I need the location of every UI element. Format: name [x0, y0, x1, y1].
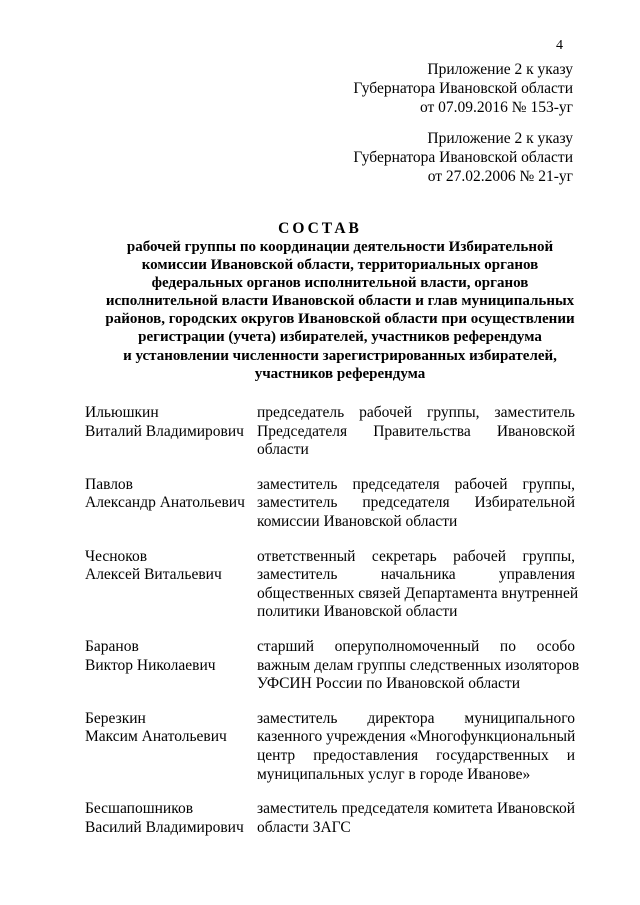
appendix-line: от 27.02.2006 № 21-уг [427, 168, 573, 185]
role-line: старший оперуполномоченный по особо [257, 637, 575, 655]
document-title: СОСТАВ [278, 220, 362, 237]
member-name [85, 548, 257, 622]
member-given-name: Виталий Владимирович [85, 422, 244, 440]
member-surname: Ильюшкин [85, 404, 159, 421]
member-given-name: Алексей Витальевич [85, 566, 222, 584]
subtitle-line: регистрации (учета) избирателей, участников референдума [138, 329, 542, 346]
appendix-line: Губернатора Ивановской области [353, 149, 573, 166]
role-line: общественных связей Департамента внутренней [257, 584, 579, 602]
appendix-line: Приложение 2 к указу [427, 61, 573, 78]
member-list [85, 404, 580, 837]
role-line: муниципальных услуг в городе Иванове» [257, 765, 531, 783]
role-line: Председателя Правительства Ивановской [257, 422, 575, 440]
member-entry [85, 547, 579, 622]
role-line: области [257, 441, 309, 459]
role-line: области ЗАГС [257, 818, 351, 836]
subtitle-line: исполнительной власти Ивановской области и глав муниципальных [105, 293, 575, 310]
member-role [257, 637, 580, 694]
member-name [85, 404, 257, 460]
role-line: комиссии Ивановской области [257, 512, 458, 530]
role-line: УФСИН России по Ивановской области [257, 675, 521, 693]
member-entry [85, 476, 575, 532]
member-surname: Чесноков [85, 547, 148, 565]
role-line: важным делам группы следственных изоляторов [257, 656, 580, 674]
subtitle-line: комиссии Ивановской области, территориальных органов [141, 257, 539, 274]
member-name [85, 638, 257, 694]
role-line: заместитель председателя Избирательной [257, 494, 575, 512]
member-surname: Березкин [85, 709, 146, 727]
member-role [257, 710, 575, 784]
role-line: председатель рабочей группы, заместитель [257, 404, 575, 421]
appendix-note-current [353, 60, 573, 117]
subtitle-line: федеральных органов исполнительной власти, органов [151, 275, 529, 292]
role-line: заместитель директора муниципального [257, 709, 575, 727]
member-role [257, 476, 575, 532]
member-surname: Баранов [85, 637, 139, 655]
role-line: заместитель начальника управления [257, 566, 575, 584]
appendix-line: от 07.09.2016 № 153-уг [419, 99, 573, 116]
role-line: казенного учреждения «Многофункциональный [257, 728, 576, 746]
member-name [85, 800, 257, 837]
document-subtitle [60, 238, 620, 383]
member-given-name: Василий Владимирович [85, 818, 244, 836]
subtitle-line: районов, городских округов Ивановской области при осуществлении [105, 311, 575, 328]
role-line: заместитель председателя рабочей группы, [257, 475, 575, 493]
member-entry [85, 710, 575, 784]
member-name [85, 476, 257, 532]
role-line: ответственный секретарь рабочей группы, [257, 547, 575, 565]
member-role [257, 404, 575, 460]
subtitle-line: рабочей группы по координации деятельности Избирательной [126, 239, 554, 255]
role-line: политики Ивановской области [257, 603, 458, 621]
member-entry [85, 404, 575, 460]
member-surname: Павлов [85, 475, 133, 493]
role-line: центр предоставления государственных и [257, 746, 575, 764]
member-given-name: Виктор Николаевич [85, 656, 216, 674]
role-line: заместитель председателя комитета Ивановской [257, 800, 575, 818]
subtitle-line: и установлении численности зарегистрированных избирателей, [123, 347, 557, 364]
member-role [257, 800, 575, 837]
appendix-line: Приложение 2 к указу [427, 130, 573, 147]
member-entry [85, 800, 575, 837]
member-given-name: Максим Анатольевич [85, 728, 227, 746]
member-role [257, 547, 579, 622]
page-number: 4 [556, 38, 563, 53]
member-given-name: Александр Анатольевич [85, 494, 245, 512]
appendix-note-original [353, 129, 573, 186]
member-entry [85, 637, 580, 694]
member-name [85, 710, 257, 784]
subtitle-line: участников референдума [254, 365, 426, 382]
appendix-line: Губернатора Ивановской области [353, 80, 573, 97]
member-surname: Бесшапошников [85, 800, 194, 818]
